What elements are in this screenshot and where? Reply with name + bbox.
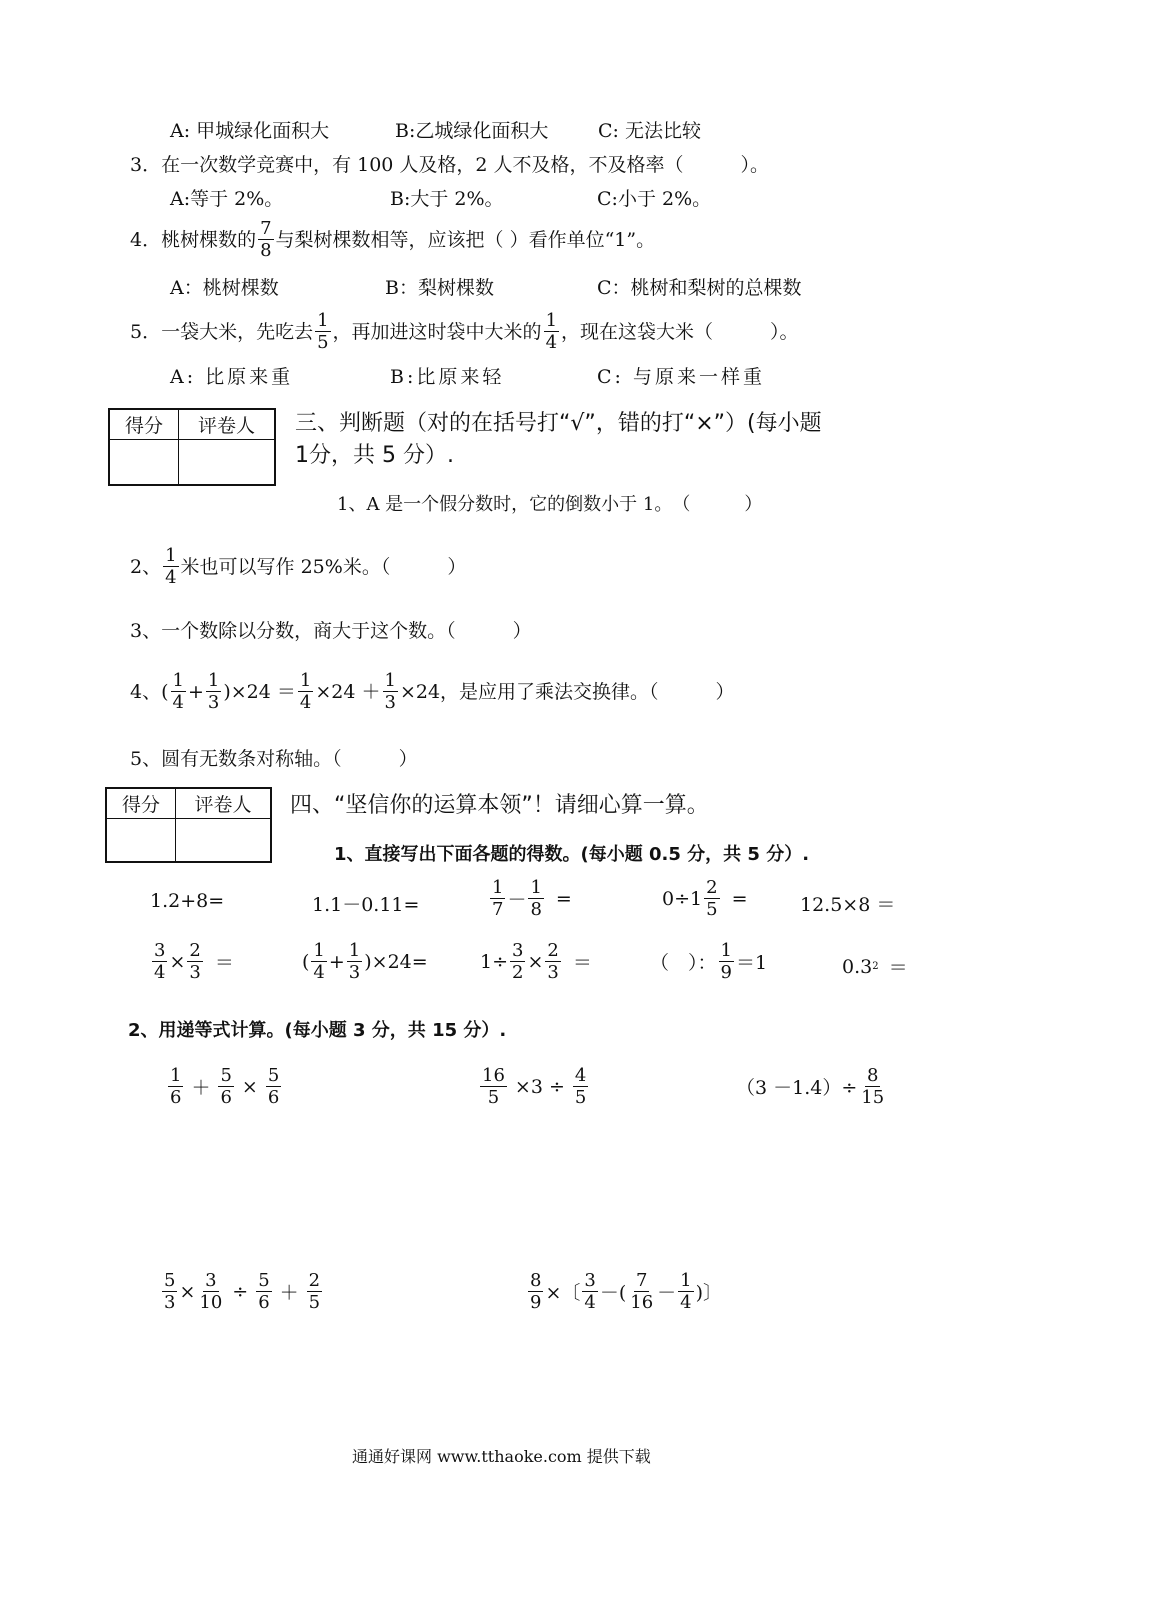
step-calc-3 [736, 1065, 888, 1108]
q5-option-c: C: 与原来一样重 [597, 366, 765, 388]
fraction-1-3b [383, 670, 398, 713]
q5-mid: ，再加进这时袋中大米的 [332, 320, 542, 343]
times-3: ×3 ÷ [514, 1075, 565, 1098]
q4-fraction [258, 218, 273, 261]
one-divide: 1÷ [480, 950, 509, 973]
denominator: 15 [861, 1087, 885, 1108]
judge-item-2 [130, 545, 466, 588]
numerator: 1 [165, 545, 177, 566]
fraction-2-5 [307, 1270, 322, 1313]
q4-option-b: B：梨树棵数 [385, 277, 494, 299]
q4-option-c: C：桃树和梨树的总棵数 [597, 277, 802, 299]
score-cell[interactable] [106, 818, 176, 862]
denominator: 3 [164, 1292, 176, 1313]
exponent: 2 [872, 961, 879, 972]
fraction-1-8 [528, 877, 543, 920]
numerator: 1 [299, 670, 312, 691]
fraction-5-6 [218, 1065, 233, 1108]
numerator: 2 [189, 940, 201, 961]
q2-option-b: B:乙城绿化面积大 [395, 120, 549, 142]
numerator: 5 [164, 1270, 176, 1291]
denominator: 6 [170, 1087, 182, 1108]
numerator: 3 [154, 940, 166, 961]
numerator: 1 [530, 877, 542, 898]
q5-suffix: ，现在这袋大米（ ）。 [561, 320, 799, 343]
numerator: 2 [706, 877, 718, 898]
denominator: 4 [154, 962, 166, 983]
denominator: 5 [308, 1292, 321, 1313]
score-box-calc [105, 787, 272, 863]
score-box-judge [108, 408, 276, 486]
denominator: 4 [299, 692, 312, 713]
numerator: 8 [530, 1270, 542, 1291]
numerator: 2 [308, 1270, 321, 1291]
equals-one: ＝1 [735, 952, 768, 974]
grader-cell[interactable] [179, 439, 276, 485]
judge-title-line2: 1分，共 5 分）. [295, 443, 454, 468]
fraction-1-4 [311, 940, 326, 983]
times-sign: × [179, 1280, 196, 1303]
numerator: 16 [482, 1065, 505, 1086]
times-sign: × [241, 1075, 258, 1098]
equals-sign: ＝ [572, 952, 592, 974]
times-sign: × [169, 950, 186, 973]
item-number: 4、 [130, 680, 162, 703]
numerator: 3 [584, 1270, 596, 1291]
fraction-3-2 [510, 940, 525, 983]
numerator: 8 [866, 1065, 879, 1086]
close-brackets: )〕 [695, 1282, 723, 1304]
judge-item-4 [130, 670, 735, 713]
times-24: ×24 ＋ [315, 680, 381, 703]
score-label: 得分 [109, 409, 179, 439]
q4-suffix: 与梨树棵数相等，应该把（ ）看作单位“1”。 [275, 228, 656, 251]
grader-label: 评卷人 [176, 788, 272, 818]
quick-calc-7 [302, 940, 428, 983]
base: 0.3 [842, 955, 873, 978]
numerator: 3 [512, 940, 524, 961]
plus-sign: ＋ [191, 1077, 211, 1099]
fraction-1-4b [298, 670, 313, 713]
expr-text: （ ）： [650, 952, 717, 974]
numerator: 1 [384, 670, 396, 691]
score-cell[interactable] [109, 439, 179, 485]
numerator: 1 [348, 940, 361, 961]
fraction-3-10 [197, 1270, 224, 1313]
calc-sub1: 1、直接写出下面各题的得数。(每小题 0.5 分，共 5 分）. [334, 844, 810, 865]
step-calc-1 [166, 1065, 283, 1108]
item-text: 米也可以写作 25%米。（ ） [180, 555, 467, 578]
fraction-1-3 [347, 940, 362, 983]
expr-text: ×24= [371, 950, 428, 973]
fraction-1-9 [719, 940, 734, 983]
minus-sign: － [657, 1282, 677, 1304]
quick-calc-4 [662, 877, 747, 920]
score-label: 得分 [106, 788, 176, 818]
fraction-1-7 [490, 877, 505, 920]
fraction-16-5 [480, 1065, 507, 1108]
denominator: 9 [720, 962, 732, 983]
numerator: 5 [220, 1065, 232, 1086]
fraction-1-3 [206, 670, 221, 713]
q3-option-a: A:等于 2%。 [170, 188, 284, 210]
expr-text: 0÷1 [662, 887, 703, 910]
fraction-2-5 [704, 877, 719, 920]
denominator: 4 [680, 1292, 692, 1313]
judge-item-5: 5、圆有无数条对称轴。（ ） [130, 748, 418, 770]
q3-text: 3．在一次数学竞赛中，有 100 人及格，2 人不及格，不及格率（ ）。 [130, 154, 770, 176]
q5-fraction-1 [315, 310, 330, 353]
quick-calc-1: 1.2+8= [150, 890, 225, 912]
q2-option-c: C: 无法比较 [598, 120, 701, 142]
calc-title: 四、“坚信你的运算本领”！请细心算一算。 [290, 793, 709, 818]
plus-sign: ＋ [279, 1282, 299, 1304]
q4-prefix: 4．桃树棵数的 [130, 228, 257, 251]
q5-prefix: 5．一袋大米，先吃去 [130, 320, 314, 343]
denominator: 5 [574, 1087, 587, 1108]
q2-option-a: A: 甲城绿化面积大 [170, 120, 330, 142]
plus-sign: + [187, 680, 204, 703]
numerator: 1 [317, 310, 329, 331]
grader-label: 评卷人 [179, 409, 276, 439]
numerator: 2 [547, 940, 559, 961]
fraction-3-4 [152, 940, 167, 983]
fraction-5-6 [256, 1270, 271, 1313]
numerator: 1 [680, 1270, 692, 1291]
equals-sign: = [731, 887, 748, 910]
denominator: 5 [487, 1087, 500, 1108]
numerator: 3 [205, 1270, 217, 1291]
judge-item-1: 1、A 是一个假分数时，它的倒数小于 1。 （ ） [337, 494, 763, 515]
numerator: 5 [267, 1065, 280, 1086]
denominator: 3 [547, 962, 559, 983]
equals-sign: ＝ [214, 952, 234, 974]
denominator: 4 [172, 692, 184, 713]
numerator: 7 [260, 218, 272, 239]
q3-option-c: C:小于 2%。 [597, 188, 712, 210]
quick-calc-2: 1.1－0.11= [312, 894, 420, 916]
calc-sub2: 2、用递等式计算。(每小题 3 分，共 15 分）. [128, 1020, 507, 1041]
numerator: 1 [170, 1065, 182, 1086]
denominator: 10 [199, 1292, 223, 1313]
numerator: 1 [545, 310, 558, 331]
fraction-1-4 [678, 1270, 693, 1313]
numerator: 7 [635, 1270, 648, 1291]
numerator: 1 [207, 670, 220, 691]
fraction-4-5 [573, 1065, 588, 1108]
fraction-1-4 [163, 545, 178, 588]
q5-text [130, 310, 799, 353]
denominator: 6 [220, 1087, 232, 1108]
equals-sign: ＝ [888, 957, 908, 979]
denominator: 16 [630, 1292, 654, 1313]
numerator: 1 [492, 877, 504, 898]
denominator: 4 [313, 962, 325, 983]
paren-open: ( [302, 950, 310, 973]
denominator: 8 [260, 240, 272, 261]
paren-close: ) [364, 950, 372, 973]
denominator: 3 [384, 692, 396, 713]
fraction-8-9 [528, 1270, 543, 1313]
judge-item-3: 3、一个数除以分数，商大于这个数。（ ） [130, 620, 532, 642]
denominator: 9 [530, 1292, 542, 1313]
judge-title-line1: 三、判断题（对的在括号打“√”，错的打“×”）(每小题 [295, 411, 822, 436]
numerator: 4 [574, 1065, 587, 1086]
denominator: 4 [165, 567, 177, 588]
q5-option-a: A: 比原来重 [170, 366, 294, 388]
fraction-1-4 [171, 670, 186, 713]
quick-calc-8 [480, 940, 592, 983]
minus-paren: －( [599, 1282, 627, 1304]
numerator: 1 [313, 940, 325, 961]
quick-calc-6 [150, 940, 234, 983]
quick-calc-10 [842, 953, 908, 980]
minus-sign: － [507, 889, 527, 911]
q5-fraction-2 [544, 310, 559, 353]
paren-close: )×24 ＝ [223, 680, 296, 703]
q4-text [130, 218, 655, 261]
divide-sign: ÷ [232, 1280, 249, 1303]
fraction-7-16 [628, 1270, 655, 1313]
step-calc-5 [526, 1270, 722, 1313]
step-calc-2 [478, 1065, 590, 1108]
denominator: 8 [530, 899, 542, 920]
equals-sign: = [555, 887, 572, 910]
q3-option-b: B:大于 2%。 [390, 188, 504, 210]
plus-sign: + [328, 950, 345, 973]
quick-calc-9 [650, 940, 767, 983]
denominator: 6 [267, 1087, 280, 1108]
numerator: 1 [172, 670, 184, 691]
item-number: 2、 [130, 555, 162, 578]
denominator: 6 [258, 1292, 270, 1313]
denominator: 5 [317, 332, 329, 353]
denominator: 3 [189, 962, 201, 983]
step-calc-4 [160, 1270, 324, 1313]
q4-option-a: A：桃树棵数 [170, 277, 279, 299]
fraction-2-3 [187, 940, 202, 983]
paren-open: ( [161, 680, 169, 703]
fraction-5-3 [162, 1270, 177, 1313]
times-sign: × [527, 950, 544, 973]
fraction-8-15 [859, 1065, 886, 1108]
denominator: 3 [207, 692, 220, 713]
q5-option-b: B:比原来轻 [390, 366, 505, 388]
denominator: 3 [348, 962, 361, 983]
denominator: 4 [545, 332, 558, 353]
denominator: 7 [492, 899, 504, 920]
denominator: 4 [584, 1292, 596, 1313]
fraction-1-6 [168, 1065, 183, 1108]
fraction-2-3 [545, 940, 560, 983]
denominator: 2 [512, 962, 524, 983]
quick-calc-5: 12.5×8 ＝ [800, 894, 896, 916]
numerator: 5 [258, 1270, 270, 1291]
item-text: ×24，是应用了乘法交换律。（ ） [399, 680, 735, 703]
times-bracket: ×〔 [545, 1282, 581, 1304]
numerator: 1 [720, 940, 732, 961]
grader-cell[interactable] [176, 818, 272, 862]
denominator: 5 [706, 899, 718, 920]
footer-credit: 通通好课网 www.tthaoke.com 提供下载 [352, 1447, 651, 1466]
quick-calc-3 [488, 877, 572, 920]
expr-text: （3 －1.4）÷ [736, 1077, 858, 1099]
fraction-3-4 [582, 1270, 597, 1313]
fraction-5-6b [266, 1065, 281, 1108]
